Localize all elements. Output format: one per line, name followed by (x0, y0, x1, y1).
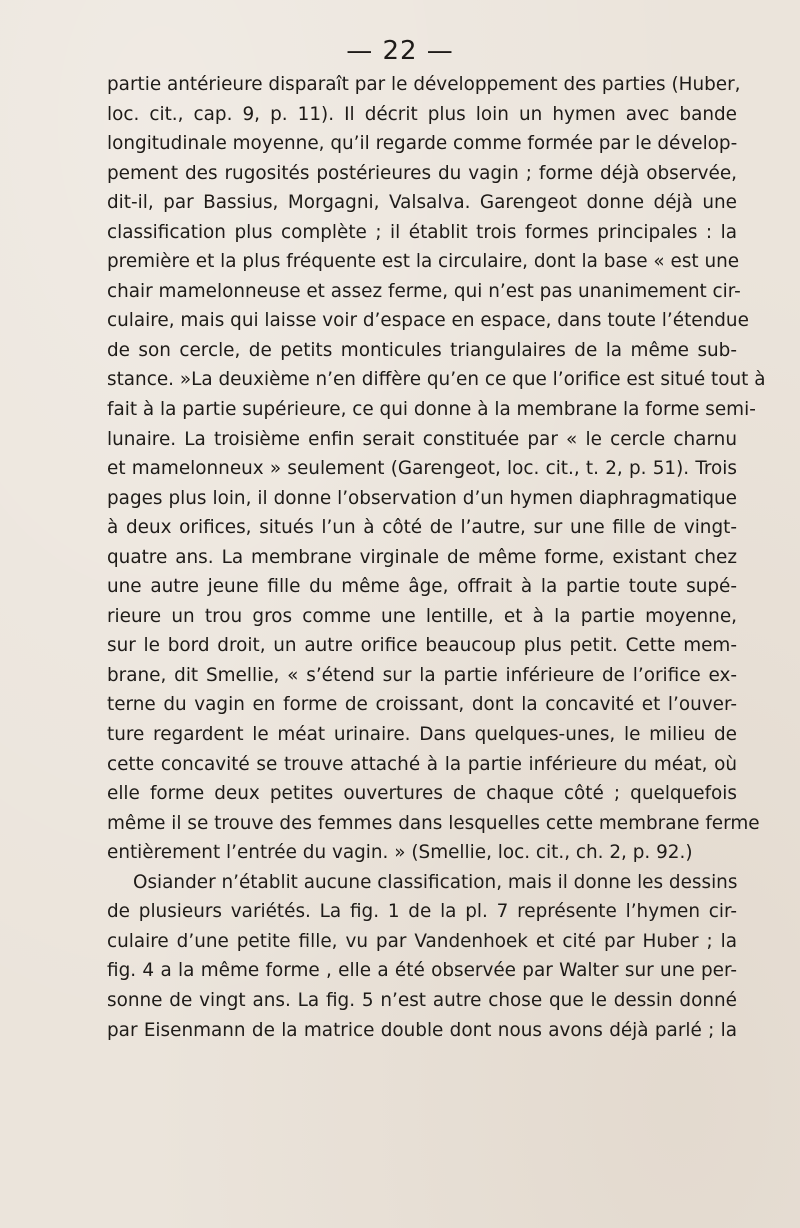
text-line: quatre ans. La membrane virginale de même forme, existant chez (107, 546, 737, 568)
text-line: longitudinale moyenne, qu’il regarde comme formée par le dévelop- (107, 133, 738, 155)
text-line: entièrement l’entrée du vagin. » (Smellie, loc. cit., ch. 2, p. 92.) (107, 842, 693, 864)
text-line: lunaire. La troisième enfin serait constituée par « le cercle charnu (107, 428, 737, 450)
text-line: loc. cit., cap. 9, p. 11). Il décrit plus loin un hymen avec bande (107, 103, 737, 125)
text-line: elle forme deux petites ouvertures de chaque côté ; quelquefois (107, 783, 737, 805)
text-line: Osiander n’établit aucune classification, mais il donne les dessins (133, 871, 738, 893)
text-line: pages plus loin, il donne l’observation d’un hymen diaphragmatique (107, 487, 737, 509)
text-line: de son cercle, de petits monticules triangulaires de la même sub- (107, 339, 737, 361)
text-line: sonne de vingt ans. La fig. 5 n’est autre chose que le dessin donné (107, 989, 737, 1011)
page-number: — 22 — (346, 36, 454, 66)
text-line: première et la plus fréquente est la circulaire, dont la base « est une (107, 251, 740, 273)
text-line: rieure un trou gros comme une lentille, et à la partie moyenne, (107, 605, 737, 627)
text-line: stance. »La deuxième n’en diffère qu’en ce que l’orifice est situé tout à (107, 369, 766, 391)
text-line: pement des rugosités postérieures du vagin ; forme déjà observée, (107, 162, 737, 184)
text-line: culaire, mais qui laisse voir d’espace en espace, dans toute l’étendue (107, 310, 749, 332)
text-line: par Eisenmann de la matrice double dont nous avons déjà parlé ; la (107, 1019, 737, 1041)
text-line: cette concavité se trouve attaché à la partie inférieure du méat, où (107, 753, 737, 775)
text-line: brane, dit Smellie, « s’étend sur la partie inférieure de l’orifice ex- (107, 664, 737, 686)
text-line: une autre jeune fille du même âge, offrait à la partie toute supé- (107, 576, 737, 598)
text-line: terne du vagin en forme de croissant, dont la concavité et l’ouver- (107, 694, 737, 716)
text-line: fait à la partie supérieure, ce qui donne à la membrane la forme semi- (107, 399, 756, 421)
paragraph (107, 868, 737, 1045)
text-line: partie antérieure disparaît par le développement des parties (Huber, (107, 74, 741, 95)
paragraph (107, 70, 766, 868)
body-text (107, 70, 766, 1045)
text-line: et mamelonneux » seulement (Garengeot, loc. cit., t. 2, p. 51). Trois (107, 458, 737, 480)
text-line: culaire d’une petite fille, vu par Vandenhoek et cité par Huber ; la (107, 930, 737, 952)
text-line: ture regardent le méat urinaire. Dans quelques-unes, le milieu de (107, 724, 737, 746)
text-line: même il se trouve des femmes dans lesquelles cette membrane ferme (107, 812, 760, 834)
text-line: sur le bord droit, un autre orifice beaucoup plus petit. Cette mem- (107, 635, 737, 657)
text-line: chair mamelonneuse et assez ferme, qui n’est pas unanimement cir- (107, 280, 741, 302)
text-line: fig. 4 a la même forme , elle a été observée par Walter sur une per- (107, 960, 737, 982)
text-line: de plusieurs variétés. La fig. 1 de la pl. 7 représente l’hymen cir- (107, 901, 737, 923)
text-line: classification plus complète ; il établit trois formes principales : la (107, 221, 737, 243)
text-line: dit-il, par Bassius, Morgagni, Valsalva. Garengeot donne déjà une (107, 192, 737, 214)
text-line: à deux orifices, situés l’un à côté de l’autre, sur une fille de vingt- (107, 517, 737, 539)
